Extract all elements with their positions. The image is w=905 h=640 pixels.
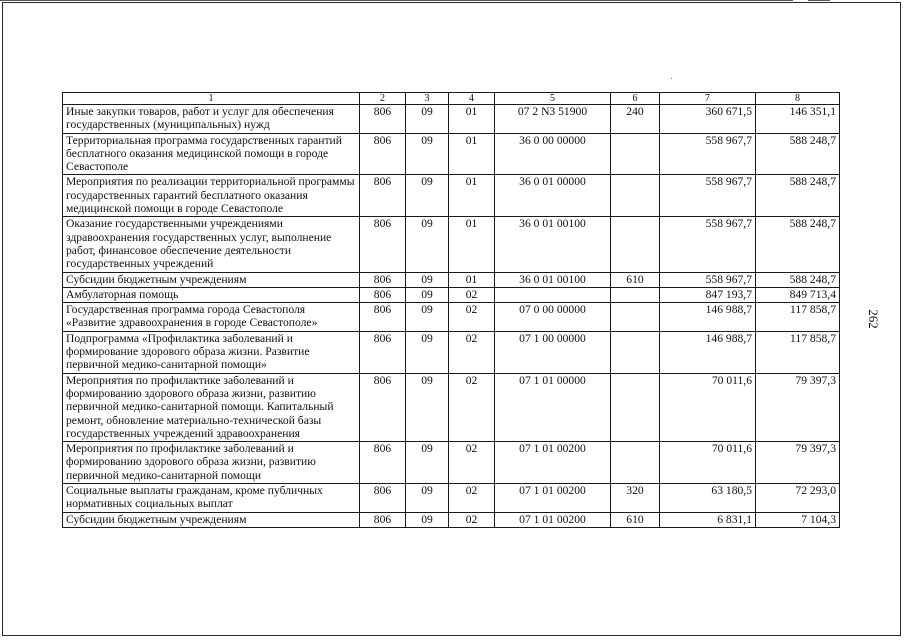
- row-amount-2-cell: 588 248,7: [756, 133, 840, 175]
- header-cell: 2: [360, 93, 406, 105]
- row-amount-1-cell: 70 011,6: [660, 442, 756, 484]
- row-amount-1-cell: 558 967,7: [660, 175, 756, 217]
- row-target-article-cell: [495, 287, 611, 302]
- row-name-cell: Подпрограмма «Профилактика заболеваний и формирование здорового образа жизни. Развитие первичной медико-санитарной помощи»: [63, 331, 360, 373]
- header-cell: 1: [63, 93, 360, 105]
- row-expense-type-cell: [611, 175, 660, 217]
- row-amount-2-cell: 72 293,0: [756, 484, 840, 513]
- row-name-cell: Субсидии бюджетным учреждениям: [63, 512, 360, 527]
- row-expense-type-cell: 610: [611, 512, 660, 527]
- table-row: [63, 373, 840, 441]
- row-target-article-cell: 07 0 00 00000: [495, 303, 611, 332]
- row-name-cell: Территориальная программа государственных гарантий бесплатного оказания медицинской помощи в городе Севастополе: [63, 133, 360, 175]
- row-subsection-cell: 02: [449, 303, 495, 332]
- row-expense-type-cell: 240: [611, 105, 660, 134]
- table-header-row: [63, 93, 840, 105]
- row-target-article-cell: 36 0 01 00100: [495, 217, 611, 272]
- row-amount-2-cell: 849 713,4: [756, 287, 840, 302]
- row-amount-1-cell: 558 967,7: [660, 217, 756, 272]
- row-dept-code-cell: 806: [360, 105, 406, 134]
- row-section-cell: 09: [406, 331, 449, 373]
- row-name-cell: Социальные выплаты гражданам, кроме публичных нормативных социальных выплат: [63, 484, 360, 513]
- header-cell: 8: [756, 93, 840, 105]
- table-row: [63, 217, 840, 272]
- row-subsection-cell: 02: [449, 512, 495, 527]
- row-target-article-cell: 07 2 N3 51900: [495, 105, 611, 134]
- table-body: [63, 93, 840, 528]
- row-amount-1-cell: 558 967,7: [660, 272, 756, 287]
- row-section-cell: 09: [406, 217, 449, 272]
- row-amount-2-cell: 79 397,3: [756, 442, 840, 484]
- row-subsection-cell: 01: [449, 217, 495, 272]
- row-subsection-cell: 01: [449, 175, 495, 217]
- row-dept-code-cell: 806: [360, 287, 406, 302]
- row-section-cell: 09: [406, 484, 449, 513]
- table-row: [63, 272, 840, 287]
- table-row: [63, 133, 840, 175]
- row-name-cell: Иные закупки товаров, работ и услуг для обеспечения государственных (муниципальных) нужд: [63, 105, 360, 134]
- row-target-article-cell: 07 1 01 00200: [495, 484, 611, 513]
- row-subsection-cell: 02: [449, 442, 495, 484]
- row-section-cell: 09: [406, 272, 449, 287]
- header-cell: 5: [495, 93, 611, 105]
- row-expense-type-cell: [611, 373, 660, 441]
- budget-table: [62, 92, 840, 528]
- row-section-cell: 09: [406, 512, 449, 527]
- scan-top-edge: [0, 0, 793, 1]
- row-subsection-cell: 01: [449, 105, 495, 134]
- table-row: [63, 175, 840, 217]
- row-dept-code-cell: 806: [360, 512, 406, 527]
- scan-top-edge-fragment: [808, 0, 830, 1]
- row-dept-code-cell: 806: [360, 217, 406, 272]
- row-subsection-cell: 02: [449, 484, 495, 513]
- row-dept-code-cell: 806: [360, 133, 406, 175]
- row-name-cell: Государственная программа города Севастополя «Развитие здравоохранения в городе Севастополе»: [63, 303, 360, 332]
- row-amount-1-cell: 63 180,5: [660, 484, 756, 513]
- table-row: [63, 287, 840, 302]
- table-row: [63, 442, 840, 484]
- table-row: [63, 512, 840, 527]
- table-row: [63, 303, 840, 332]
- row-amount-2-cell: 588 248,7: [756, 272, 840, 287]
- row-section-cell: 09: [406, 105, 449, 134]
- row-expense-type-cell: [611, 331, 660, 373]
- row-amount-1-cell: 146 988,7: [660, 331, 756, 373]
- row-section-cell: 09: [406, 175, 449, 217]
- header-cell: 7: [660, 93, 756, 105]
- row-amount-1-cell: 847 193,7: [660, 287, 756, 302]
- scan-speck: [671, 78, 672, 79]
- row-expense-type-cell: [611, 133, 660, 175]
- row-name-cell: Мероприятия по профилактике заболеваний и формированию здорового образа жизни, развитию первичной медико-санитарной помощи. Капитальный ремонт, обновление материально-технической базы государственных учреждений здравоохранения: [63, 373, 360, 441]
- row-section-cell: 09: [406, 133, 449, 175]
- row-subsection-cell: 02: [449, 287, 495, 302]
- header-cell: 3: [406, 93, 449, 105]
- row-section-cell: 09: [406, 373, 449, 441]
- row-amount-1-cell: 146 988,7: [660, 303, 756, 332]
- page-number: 262: [865, 309, 881, 329]
- row-amount-2-cell: 588 248,7: [756, 175, 840, 217]
- row-amount-1-cell: 558 967,7: [660, 133, 756, 175]
- row-expense-type-cell: [611, 217, 660, 272]
- row-target-article-cell: 07 1 00 00000: [495, 331, 611, 373]
- row-target-article-cell: 36 0 01 00000: [495, 175, 611, 217]
- row-target-article-cell: 07 1 01 00200: [495, 442, 611, 484]
- row-name-cell: Амбулаторная помощь: [63, 287, 360, 302]
- row-expense-type-cell: 610: [611, 272, 660, 287]
- row-dept-code-cell: 806: [360, 175, 406, 217]
- row-expense-type-cell: [611, 303, 660, 332]
- row-expense-type-cell: [611, 442, 660, 484]
- row-amount-2-cell: 117 858,7: [756, 331, 840, 373]
- row-dept-code-cell: 806: [360, 442, 406, 484]
- row-name-cell: Мероприятия по реализации территориальной программы государственных гарантий бесплатного оказания медицинской помощи в городе Севастополе: [63, 175, 360, 217]
- row-expense-type-cell: 320: [611, 484, 660, 513]
- row-subsection-cell: 02: [449, 373, 495, 441]
- row-amount-1-cell: 6 831,1: [660, 512, 756, 527]
- row-target-article-cell: 07 1 01 00200: [495, 512, 611, 527]
- row-name-cell: Оказание государственными учреждениями здравоохранения государственных услуг, выполнение работ, финансовое обеспечение деятельности государственных учреждений: [63, 217, 360, 272]
- table-row: [63, 331, 840, 373]
- header-cell: 6: [611, 93, 660, 105]
- row-target-article-cell: 07 1 01 00000: [495, 373, 611, 441]
- row-section-cell: 09: [406, 303, 449, 332]
- row-amount-1-cell: 70 011,6: [660, 373, 756, 441]
- row-amount-2-cell: 146 351,1: [756, 105, 840, 134]
- row-name-cell: Субсидии бюджетным учреждениям: [63, 272, 360, 287]
- row-amount-2-cell: 588 248,7: [756, 217, 840, 272]
- row-dept-code-cell: 806: [360, 484, 406, 513]
- row-dept-code-cell: 806: [360, 373, 406, 441]
- row-target-article-cell: 36 0 01 00100: [495, 272, 611, 287]
- row-name-cell: Мероприятия по профилактике заболеваний и формированию здорового образа жизни, развитию первичной медико-санитарной помощи: [63, 442, 360, 484]
- row-dept-code-cell: 806: [360, 272, 406, 287]
- table-row: [63, 105, 840, 134]
- row-subsection-cell: 01: [449, 272, 495, 287]
- row-dept-code-cell: 806: [360, 303, 406, 332]
- row-dept-code-cell: 806: [360, 331, 406, 373]
- row-amount-2-cell: 79 397,3: [756, 373, 840, 441]
- row-amount-2-cell: 117 858,7: [756, 303, 840, 332]
- row-subsection-cell: 02: [449, 331, 495, 373]
- row-amount-2-cell: 7 104,3: [756, 512, 840, 527]
- table-row: [63, 484, 840, 513]
- row-section-cell: 09: [406, 442, 449, 484]
- row-subsection-cell: 01: [449, 133, 495, 175]
- row-amount-1-cell: 360 671,5: [660, 105, 756, 134]
- row-target-article-cell: 36 0 00 00000: [495, 133, 611, 175]
- row-section-cell: 09: [406, 287, 449, 302]
- header-cell: 4: [449, 93, 495, 105]
- row-expense-type-cell: [611, 287, 660, 302]
